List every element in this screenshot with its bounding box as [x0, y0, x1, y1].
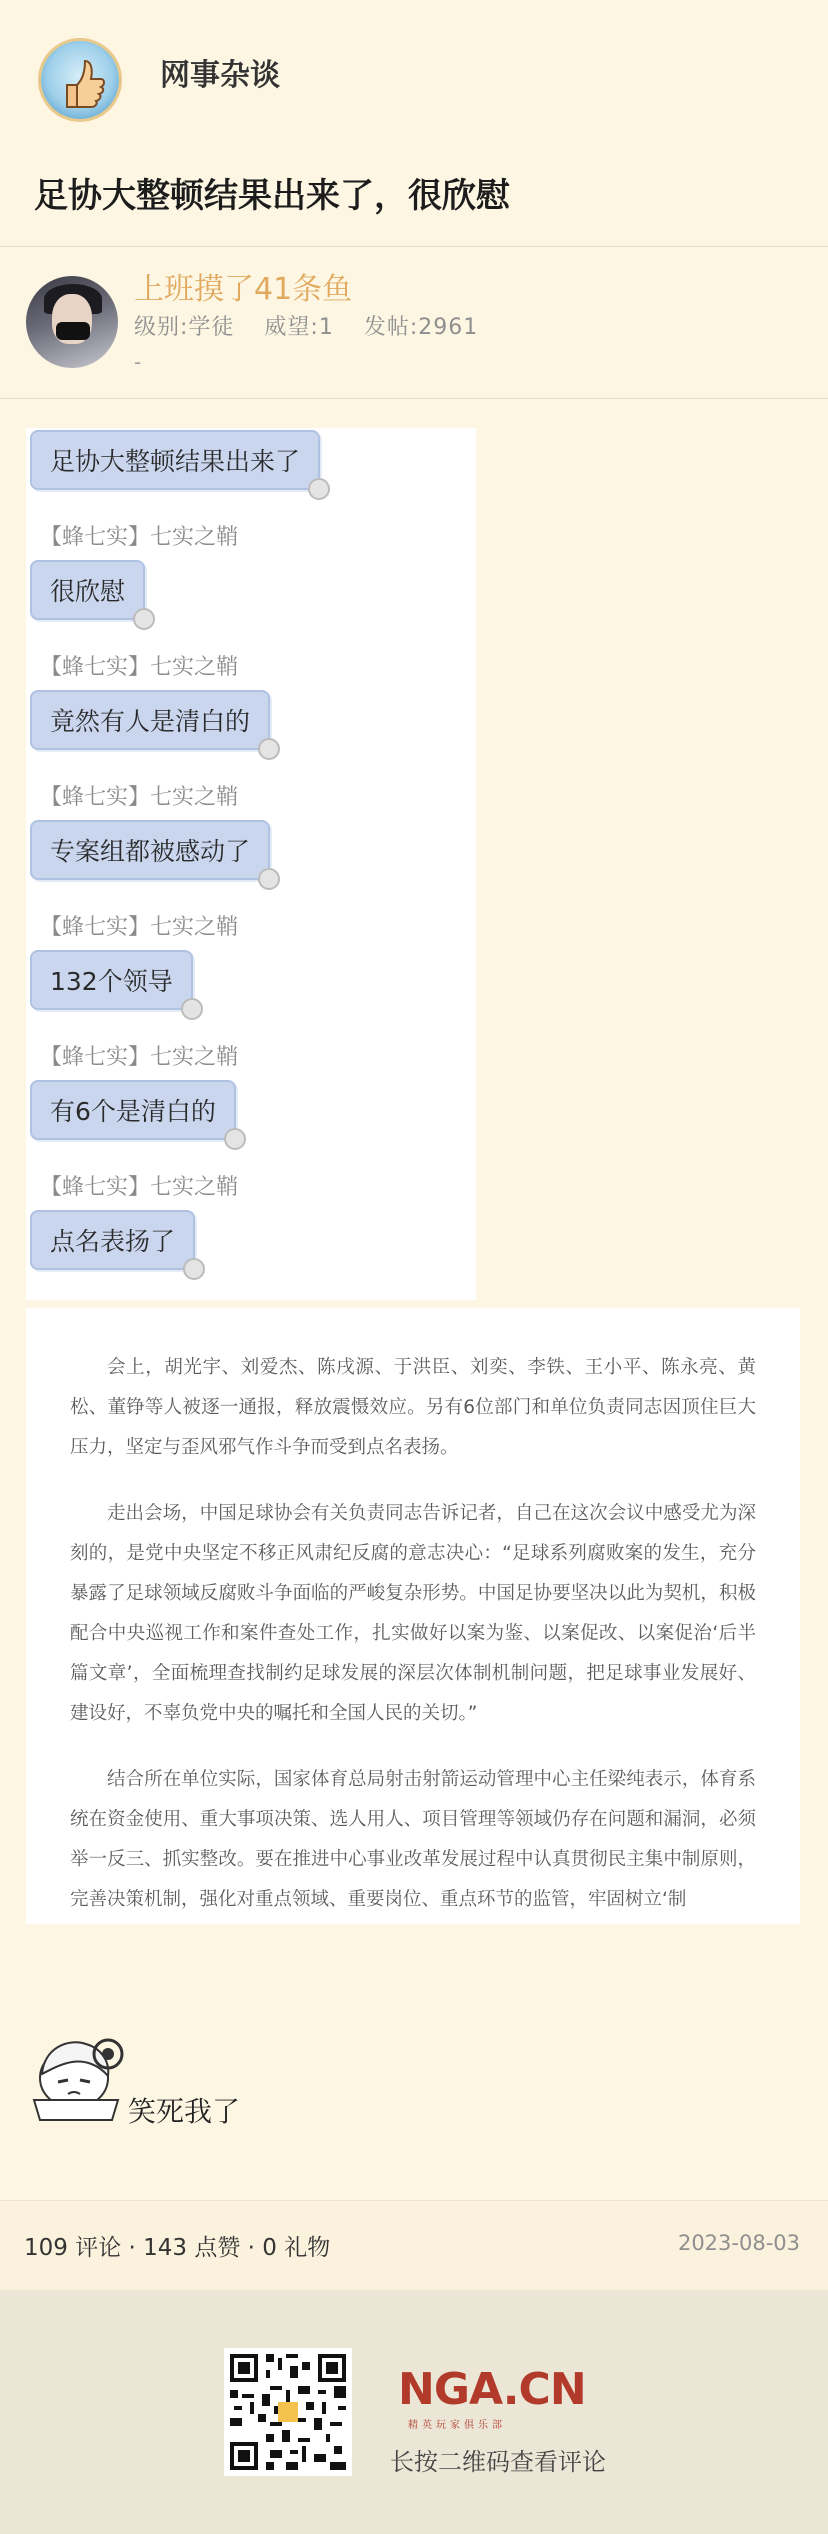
- chat-nickname: 【蜂七实】七实之鞘: [40, 525, 239, 550]
- emoji-icon: [308, 478, 330, 500]
- author-level: 级别:学徒: [134, 315, 235, 340]
- chat-bubble-text: 很欣慰: [50, 577, 126, 606]
- chat-bubble-text: 足协大整顿结果出来了: [50, 447, 301, 476]
- chat-bubble: [30, 430, 320, 490]
- post-date: 2023-08-03: [677, 2231, 800, 2255]
- chat-bubble: [30, 1210, 195, 1270]
- qr-code-icon: [230, 2354, 346, 2470]
- chat-bubble: [30, 560, 145, 620]
- emoji-icon: [224, 1128, 246, 1150]
- chat-nickname: 【蜂七实】七实之鞘: [40, 915, 239, 940]
- reply-row: [0, 2030, 828, 2130]
- forum-header: [0, 0, 828, 140]
- author-signature: -: [134, 350, 142, 374]
- brand-subtitle: 精英玩家俱乐部: [408, 2420, 506, 2431]
- emoji-icon: [258, 738, 280, 760]
- chat-bubble: [30, 950, 193, 1010]
- chat-nickname: 【蜂七实】七实之鞘: [40, 785, 239, 810]
- chat-nickname: 【蜂七实】七实之鞘: [40, 1045, 239, 1070]
- chat-bubble-text: 有6个是清白的: [50, 1097, 216, 1126]
- emoji-icon: [133, 608, 155, 630]
- forum-name[interactable]: 网事杂谈: [160, 58, 280, 93]
- divider: [0, 398, 828, 399]
- chat-bubble: [30, 1080, 236, 1140]
- chat-bubble-text: 点名表扬了: [50, 1227, 176, 1256]
- nga-logo: [398, 2364, 586, 2431]
- chat-nickname: 【蜂七实】七实之鞘: [40, 655, 239, 680]
- reply-text: 笑死我了: [128, 2095, 241, 2128]
- emoji-icon: [183, 1258, 205, 1280]
- article-paragraph: 结合所在单位实际，国家体育总局射击射箭运动管理中心主任梁纯表示，体育系统在资金使用、重大事项决策、选人用人、项目管理等领域仍存在问题和漏洞，必须举一反三、抓实整改。要在推进中心事业改革发展过程中认真贯彻民主集中制原则，完善决策机制，强化对重点领域、重要岗位、重点环节的监管，牢固树立‘制: [70, 1769, 756, 1910]
- avatar-mask: [56, 322, 90, 340]
- chat-bubble-text: 专案组都被感动了: [50, 837, 251, 866]
- brand-name: NGA.CN: [398, 2364, 586, 2415]
- chat-screenshot-image[interactable]: [26, 428, 476, 1300]
- chat-nickname: 【蜂七实】七实之鞘: [40, 1175, 239, 1200]
- article-paragraph: 走出会场，中国足球协会有关负责同志告诉记者，自己在这次会议中感受尤为深刻的，是党中央坚定不移正风肃纪反腐的意志决心：“足球系列腐败案的发生，充分暴露了足球领域反腐败斗争面临的严峻复杂形势。中国足协要坚决以此为契机，积极配合中央巡视工作和案件查处工作，扎实做好以案为鉴、以案促改、以案促治‘后半篇文章’，全面梳理查找制约足球发展的深层次体制机制问题，把足球事业发展好、建设好，不辜负党中央的嘱托和全国人民的关切。”: [70, 1503, 756, 1724]
- forum-avatar[interactable]: [38, 38, 122, 122]
- post-title: 足协大整顿结果出来了，很欣慰: [34, 176, 510, 216]
- qr-code[interactable]: [224, 2348, 352, 2476]
- chat-bubble: [30, 690, 270, 750]
- article-screenshot-image[interactable]: [26, 1308, 800, 1924]
- thumbs-up-icon: [59, 55, 105, 111]
- author-name[interactable]: 上班摸了41条鱼: [134, 272, 353, 307]
- divider: [0, 246, 828, 247]
- author-posts: 发帖:2961: [363, 315, 479, 340]
- author-avatar[interactable]: [26, 276, 118, 368]
- author-meta: [134, 310, 500, 341]
- author-prestige: 威望:1: [264, 315, 334, 340]
- chat-bubble-text: 132个领导: [50, 967, 173, 996]
- emoji-icon: [181, 998, 203, 1020]
- footer: [0, 2290, 828, 2534]
- chat-bubble-text: 竟然有人是清白的: [50, 707, 251, 736]
- author-row: [0, 248, 828, 398]
- chat-bubble: [30, 820, 270, 880]
- post-stats[interactable]: 109 评论 · 143 点赞 · 0 礼物: [24, 2235, 331, 2261]
- anime-girl-avatar[interactable]: [28, 2030, 126, 2122]
- emoji-icon: [258, 868, 280, 890]
- article-paragraph: 会上，胡光宇、刘爱杰、陈戌源、于洪臣、刘奕、李铁、王小平、陈永亮、黄松、董铮等人被逐一通报，释放震慑效应。另有6位部门和单位负责同志因顶住巨大压力，坚定与歪风邪气作斗争而受到点名表扬。: [70, 1357, 756, 1458]
- qr-hint: 长按二维码查看评论: [390, 2448, 606, 2476]
- stats-bar: [0, 2200, 828, 2290]
